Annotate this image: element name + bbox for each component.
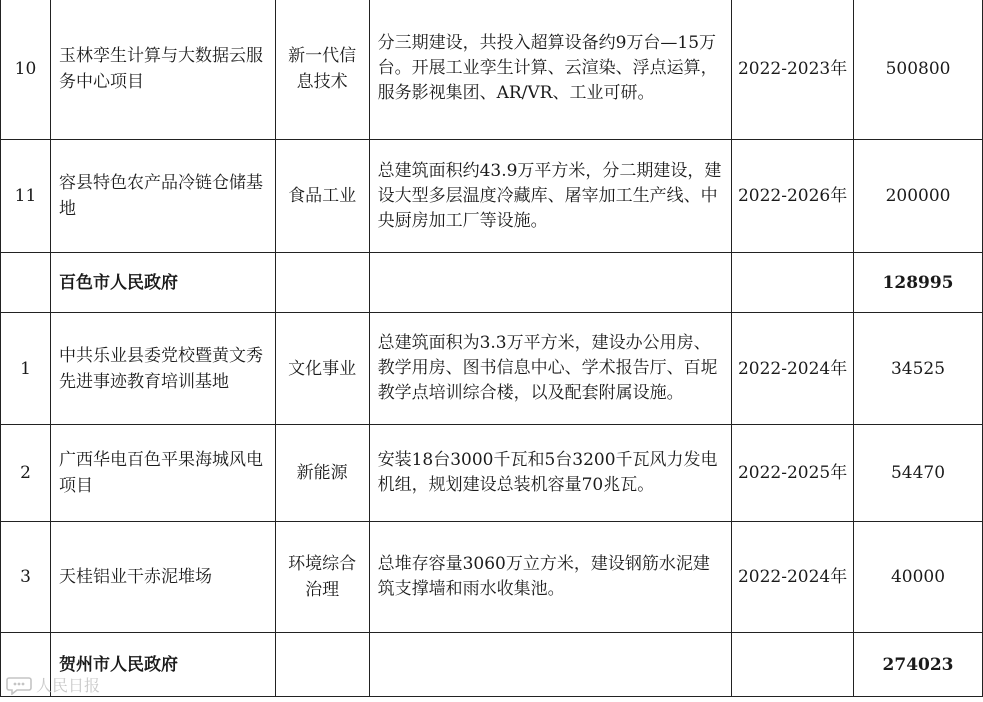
project-name: 广西华电百色平果海城风电项目 [50,425,275,522]
group-name: 百色市人民政府 [50,253,275,313]
table-row [1,0,983,140]
group-row [1,633,983,697]
project-name: 天桂铝业干赤泥堆场 [50,522,275,633]
project-description: 总建筑面积约43.9万平方米，分二期建设，建设大型多层温度冷藏库、屠宰加工生产线、中央厨房加工厂等设施。 [369,140,732,253]
group-name: 贺州市人民政府 [50,633,275,697]
industry: 文化事业 [275,313,369,425]
industry: 食品工业 [275,140,369,253]
industry: 新能源 [275,425,369,522]
group-desc-cell [369,253,732,313]
group-industry-cell [275,253,369,313]
speech-bubble-icon [6,675,32,695]
construction-period: 2022-2025年 [732,425,854,522]
watermark [6,673,100,696]
group-row [1,253,983,313]
construction-period: 2022-2023年 [732,0,854,140]
table-row [1,313,983,425]
project-name: 容县特色农产品冷链仓储基地 [50,140,275,253]
group-industry-cell [275,633,369,697]
group-total-amount: 128995 [854,253,983,313]
industry: 新一代信息技术 [275,0,369,140]
construction-period: 2022-2024年 [732,313,854,425]
row-number: 11 [1,140,51,253]
table-row [1,522,983,633]
row-number: 3 [1,522,51,633]
investment-amount: 34525 [854,313,983,425]
group-period-cell [732,633,854,697]
construction-period: 2022-2026年 [732,140,854,253]
project-description: 安装18台3000千瓦和5台3200千瓦风力发电机组，规划建设总装机容量70兆瓦。 [369,425,732,522]
row-number: 1 [1,313,51,425]
group-period-cell [732,253,854,313]
investment-amount: 200000 [854,140,983,253]
construction-period: 2022-2024年 [732,522,854,633]
project-name: 玉林孪生计算与大数据云服务中心项目 [50,0,275,140]
table-row [1,425,983,522]
investment-amount: 40000 [854,522,983,633]
project-description: 分三期建设，共投入超算设备约9万台—15万台。开展工业孪生计算、云渲染、浮点运算，服务影视集团、AR/VR、工业可研。 [369,0,732,140]
table-row [1,140,983,253]
group-number-cell [1,253,51,313]
project-description: 总堆存容量3060万立方米，建设钢筋水泥建筑支撑墙和雨水收集池。 [369,522,732,633]
row-number: 10 [1,0,51,140]
row-number: 2 [1,425,51,522]
investment-amount: 500800 [854,0,983,140]
group-desc-cell [369,633,732,697]
project-description: 总建筑面积为3.3万平方米，建设办公用房、教学用房、图书信息中心、学术报告厅、百坭教学点培训综合楼，以及配套附属设施。 [369,313,732,425]
investment-amount: 54470 [854,425,983,522]
watermark-text: 人民日报 [36,676,101,695]
project-name: 中共乐业县委党校暨黄文秀先进事迹教育培训基地 [50,313,275,425]
industry: 环境综合治理 [275,522,369,633]
group-total-amount: 274023 [854,633,983,697]
